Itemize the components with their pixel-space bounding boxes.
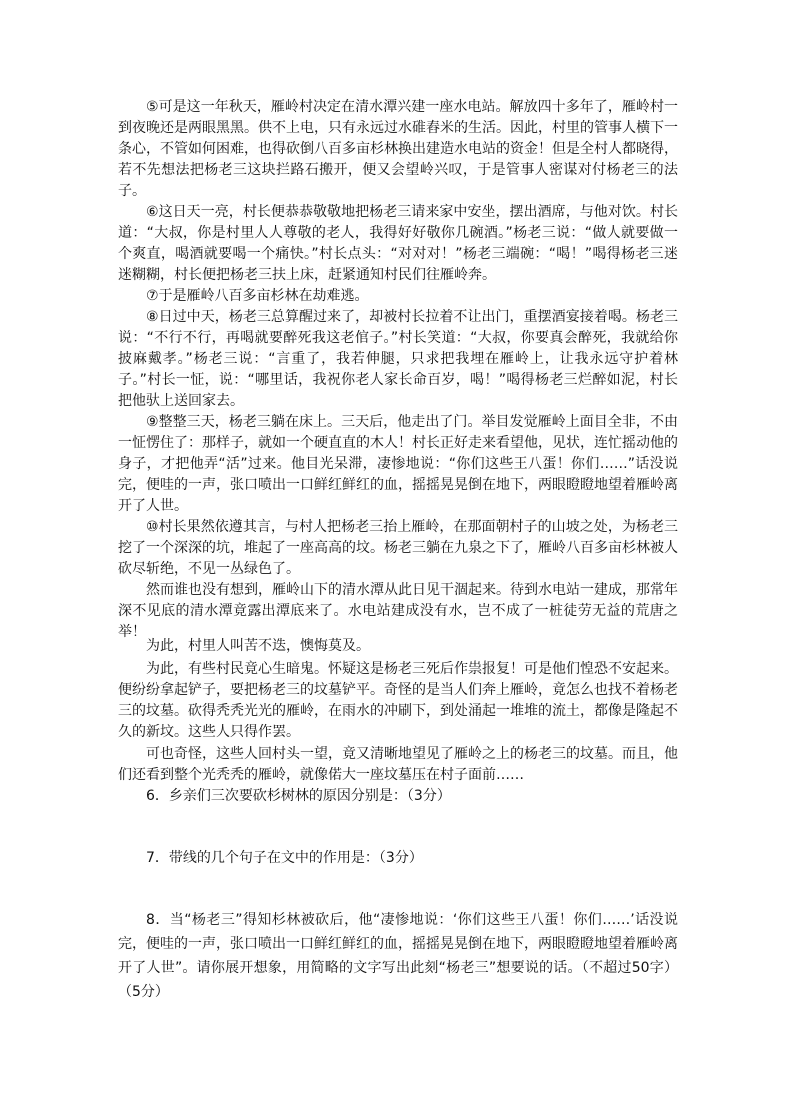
paragraph-8: ⑧日过中天，杨老三总算醒过来了，却被村长拉着不让出门，重摆酒宴接着喝。杨老三说：“不行不行，再喝就要醉死我这老倌子。”村长笑道：“大叔，你要真会醉死，我就给你披麻戴孝。”杨老三说：“言重了，我若伸腿，只求把我埋在雁岭上，让我永远守护着林子。”村长一怔，说：“哪里话，我祝你老人家长命百岁，喝！”喝得杨老三烂醉如泥，村长把他驮上送回家去。	[118, 309, 678, 409]
question-8: 8．当“杨老三”得知杉林被砍后，他“凄惨地说：‘你们这些王八蛋！你们……’话没说完，便哇的一声，张口喷出一口鲜红鲜红的血，摇摇晃晃倒在地下，两眼瞪瞪地望着雁岭离开了人世”。请你展开想象，用简略的文字写出此刻“杨老三”想要说的话。（不超过50字）（5分）	[118, 912, 678, 1000]
paragraph-7: ⑦于是雁岭八百多亩杉林在劫难逃。	[146, 288, 369, 304]
paragraph-regret: 为此，村里人叫苦不迭，懊悔莫及。	[146, 638, 370, 654]
paragraph-ending: 可也奇怪，这些人回村头一望，竟又清晰地望见了雁岭之上的杨老三的坟墓。而且，他们还看到整个光秃秃的雁岭，就像偌大一座坟墓压在村子面前……	[118, 746, 678, 783]
paragraph-10: ⑩村长果然依遵其言，与村人把杨老三抬上雁岭，在那面朝村子的山坡之处，为杨老三挖了一个深深的坑，堆起了一座高高的坟。杨老三躺在九泉之下了，雁岭八百多亩杉林被人砍尽斩绝，不见一丛绿色了。	[118, 519, 678, 577]
paragraph-9: ⑨整整三天，杨老三躺在床上。三天后，他走出了门。举目发觉雁岭上面目全非，不由一怔愣住了：那样子，就如一个硬直直的木人！村长正好走来看望他，见状，连忙摇动他的身子，才把他弄“活”过来。他目光呆滞，凄惨地说：“你们这些王八蛋！你们……”话没说完，便哇的一声，张口喷出一口鲜红鲜红的血，摇摇晃晃倒在地下，两眼瞪瞪地望着雁岭离开了人世。	[118, 414, 678, 514]
question-7: 7．带线的几个句子在文中的作用是：（3分）	[146, 850, 423, 866]
paragraph-5: ⑤可是这一年秋天，雁岭村决定在清水潭兴建一座水电站。解放四十多年了，雁岭村一到夜晚还是两眼黑黑。供不上电，只有永远过水碓舂米的生活。因此，村里的管事人横下一条心，不管如何困难，也得砍倒八百多亩杉林换出建造水电站的资金！但是全村人都晓得，若不先想法把杨老三这块拦路石搬开，便又会望岭兴叹，于是管事人密谋对付杨老三的法子。	[118, 99, 678, 199]
paragraph-6: ⑥这日天一亮，村长便恭恭敬敬地把杨老三请来家中安坐，摆出酒席，与他对饮。村长道：“大叔，你是村里人人尊敬的老人，我得好好敬你几碗酒。”杨老三说：“做人就要做一个爽直，喝酒就要喝一个痛快。”村长点头：“对对对！”杨老三端碗：“喝！”喝得杨老三迷迷糊糊，村长便把杨老三扶上床，赶紧通知村民们往雁岭奔。	[118, 204, 678, 283]
paragraph-drying-pond: 然而谁也没有想到，雁岭山下的清水潭从此日见干涸起来。待到水电站一建成，那常年深不见底的清水潭竟露出潭底来了。水电站建成没有水，岂不成了一桩徒劳无益的荒唐之举！	[118, 582, 678, 640]
paragraph-ghost: 为此，有些村民竟心生暗鬼。怀疑这是杨老三死后作祟报复！可是他们惶恐不安起来。便纷纷拿起铲子，要把杨老三的坟墓铲平。奇怪的是当人们奔上雁岭，竟怎么也找不着杨老三的坟墓。砍得秃秃光光的雁岭，在雨水的冲刷下，到处涌起一堆堆的流土，都像是隆起不久的新坟。这些人只得作罢。	[118, 661, 678, 740]
question-6: 6．乡亲们三次要砍杉树林的原因分别是：（3分）	[146, 788, 451, 804]
